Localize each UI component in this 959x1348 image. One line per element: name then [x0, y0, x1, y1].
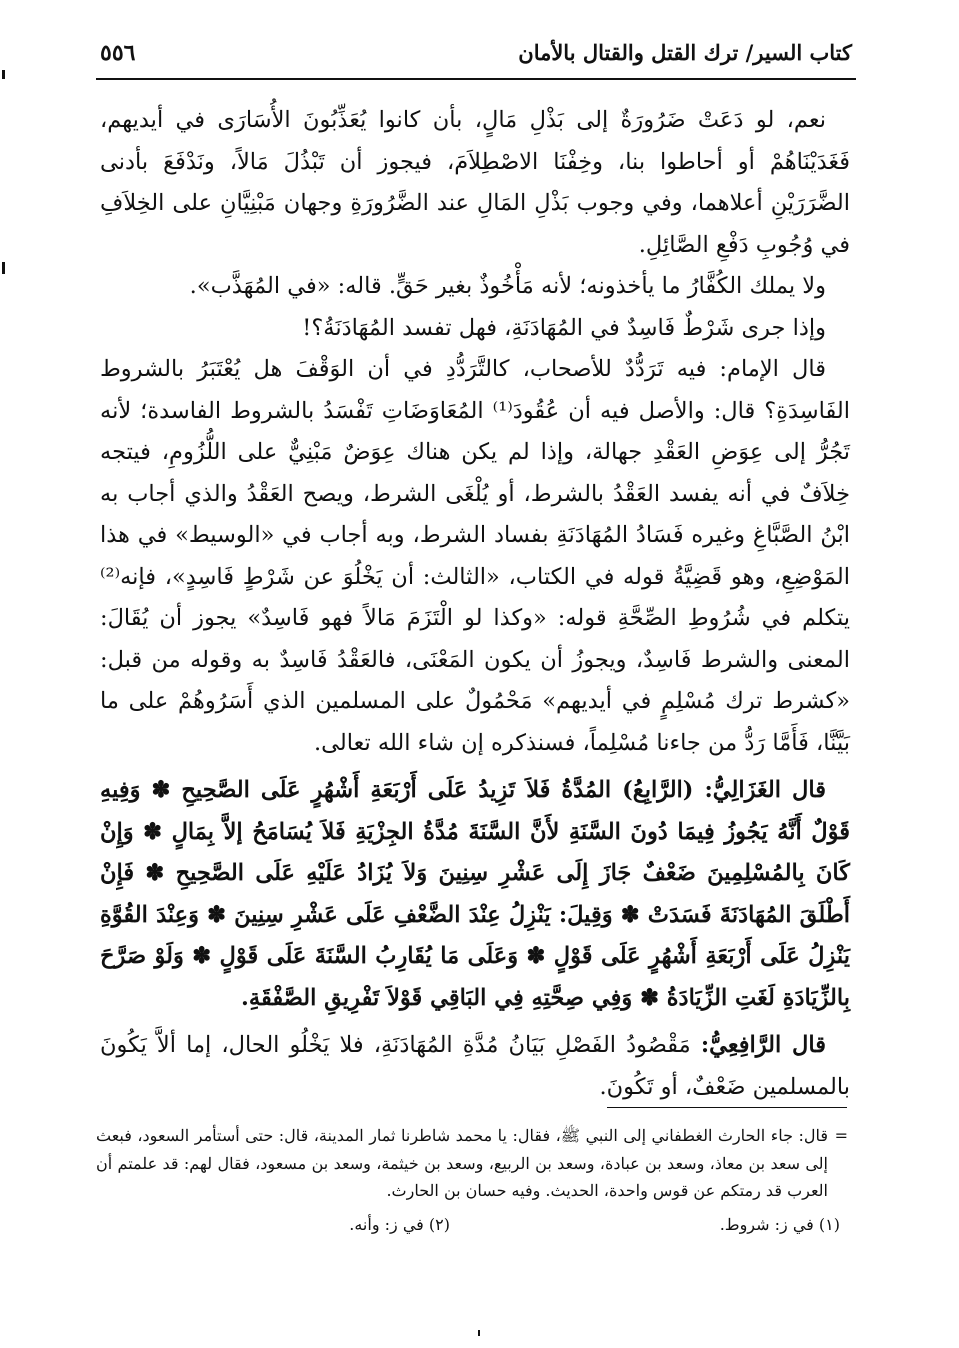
continuation-text: قال: جاء الحارث الغطفاني إلى النبي ﷺ، فقال: يا محمد شاطرنا ثمار المدينة، قال: حتى أستأمر السعود، فبعث إلى سعد بن معاذ، وسعد بن عبادة، وسعد بن الربيع، وسعد بن خيثمة، وسعد بن مسعود، فقال لهم: قد علمتم أن العرب قد رمتكم عن قوس واحدة، الحديث. وفيه حسان بن الحارث.	[96, 1126, 828, 1200]
page-number: ٥٥٦	[100, 40, 136, 66]
footnote-refs	[96, 1211, 848, 1239]
rafii-lead: قال الرَّافِعِيُّ:	[700, 1032, 826, 1058]
footnote-text: في ز: شروط.	[719, 1214, 814, 1234]
rafii-text: مَقْصُودُ الفَصْلِ بَيَانُ مُدَّةِ المُهَادَنَةِ، فلا يَخْلُو الحال، إما ألاَّ يَكُونَ بالمسلمين ضَعْفٌ، أو تَكُونَ.	[100, 1032, 850, 1100]
footnote-continuation	[96, 1122, 848, 1205]
header-rule	[96, 78, 856, 80]
footnote-marker: (١)	[818, 1214, 840, 1234]
scan-mark	[2, 70, 5, 79]
paragraph-condition-question: وإذا جرى شَرْطٌ فَاسِدٌ في المُهَادَنَةِ، فهل تفسد المُهَادَنَةُ؟!	[302, 314, 826, 341]
paragraph-ghazali: قال الغَزَالِيُّ: (الرَّابِعُ) المُدَّةُ فَلاَ تَزِيدُ عَلَى أَرْبَعَةِ أَشْهُرٍ عَلَى الصَّحِيحِ ✽ وَفِيهِ قَوْلٌ أَنَّهُ يَجُوزُ فِيمَا دُونَ السَّنَةِ لأَنَّ السَّنَةَ مُدَّةُ الجِزْيَةِ فَلاَ يُسَامَحُ إلاَّ بِمَالٍ ✽ وَإِنْ كَانَ بِالمُسْلِمِينَ ضَعْفٌ جَازَ إِلَى عَشْرِ سِنِينَ وَلاَ يُزَادُ عَلَيْهِ عَلَى الصَّحِيحِ ✽ فَإِنْ أَطْلَقَ المُهَادَنَةَ فَسَدَتْ ✽ وَقِيلَ: يَنْزِلُ عِنْدَ الضَّعْفِ عَلَى عَشْرِ سِنِينَ ✽ وَعِنْدَ القُوَّةِ يَنْزِلُ عَلَى أَرْبَعَةِ أَشْهُرٍ عَلَى قَوْلٍ ✽ وَعَلَى مَا يُقَارِبُ السَّنَةَ عَلَى قَوْلٍ ✽ وَلَوْ صَرَّحَ بِالزِّيَادَةِ لَغَتِ الزِّيَادَةُ ✽ وَفِي صِحَّتِهِ فِي البَاقِي قَوْلاَ تَفْرِيقِ الصَّفْقَةِ.	[100, 777, 850, 1011]
footnote-text: في ز: وأنه.	[349, 1214, 424, 1234]
footnote-marker: (٢)	[428, 1214, 450, 1234]
continuation-mark: =	[834, 1126, 848, 1145]
footnotes	[96, 1122, 848, 1239]
footnote-1	[720, 1211, 840, 1239]
paragraph-ransom: نعم، لو دَعَتْ ضَرُورَةٌ إلى بَذْلِ مَالٍ، بأن كانوا يُعَذِّبُونَ الأُسَارَى في أيديهم، فَغَدَيْنَاهُمْ أو أحاطوا بنا، وخِفْنَا الاصْطِلاَمَ، فيجوز أن تَبْذُلَ مَالاً، ونَدْفَعَ بأدنى الضَّرَرَيْنِ أعلاهما، وفي وجوب بَذْلِ المَالِ عند الضَّرُورَةِ وجهان مَبْنِيَّانِ على الخِلاَفِ في وُجُوبِ دَفْعِ الصَّائِلِ.	[100, 107, 850, 258]
running-title: كتاب السير/ ترك القتل والقتال بالأمان	[518, 40, 852, 65]
scan-mark	[478, 1330, 480, 1336]
page-header	[100, 40, 852, 72]
scan-mark	[2, 262, 5, 274]
main-text	[100, 100, 850, 1108]
paragraph-imam: قال الإمام: فيه تَرَدُّدٌ للأصحاب، كالتَّرَدُّدِ في أن الوَقْفَ هل يُعْتَبَرُ بالشروط الفَاسِدَةِ؟ قال: والأصل فيه أن عُقُودَ⁽¹⁾ المُعَاوَضَاتِ تَفْسَدُ بالشروط الفاسدة؛ لأنه تَجُرُّ إلى عِوَضِ العَقْدِ جهالة، وإذا لم يكن هناك عِوَضٌ مَبْنِيٌّ على اللُّزُومِ، فيتجه خِلاَفٌ في أنه يفسد العَقْدُ بالشرط، أو يُلْغَى الشرط، ويصح العَقْدُ والذي أجاب به ابْنُ الصَّبَّاغِ وغيره فَسَادُ المُهَادَنَةِ بفساد الشرط، وبه أجاب في «الوسيط» في هذا المَوْضِعِ، وهو قَضِيَّةُ قوله في الكتاب، «الثالث: أن يَخْلُوَ عن شَرْطٍ فَاسِدٍ»، فإنه⁽²⁾ يتكلم في شُرُوطِ الصِّحَّةِ قوله: «وكذا لو الْتَزَمَ مَالاً فهو فَاسِدٌ» يجوز أن يُقَالَ: المعنى والشرط فَاسِدٌ، ويجوزُ أن يكون المَعْنَى، فالعَقْدُ فَاسِدٌ به وقوله من قبل: «كشرط ترك مُسْلِمٍ في أيديهم» مَحْمُولٌ على المسلمين الذي أَسَرُوهُمْ على ما بَيَّنَّا، فَأَمَّا رَدُّ من جاءنا مُسْلِماً، فسنذكره إن شاء الله تعالى.	[100, 356, 850, 756]
paragraph-property: ولا يملك الكُفَّارُ ما يأخذونه؛ لأنه مَأْخُوذٌ بغير حَقٍّ. قاله: «في المُهَذَّب».	[189, 273, 826, 299]
paragraph-rafii	[100, 1025, 850, 1108]
footnote-rule	[607, 1107, 847, 1108]
footnote-2	[349, 1211, 450, 1239]
